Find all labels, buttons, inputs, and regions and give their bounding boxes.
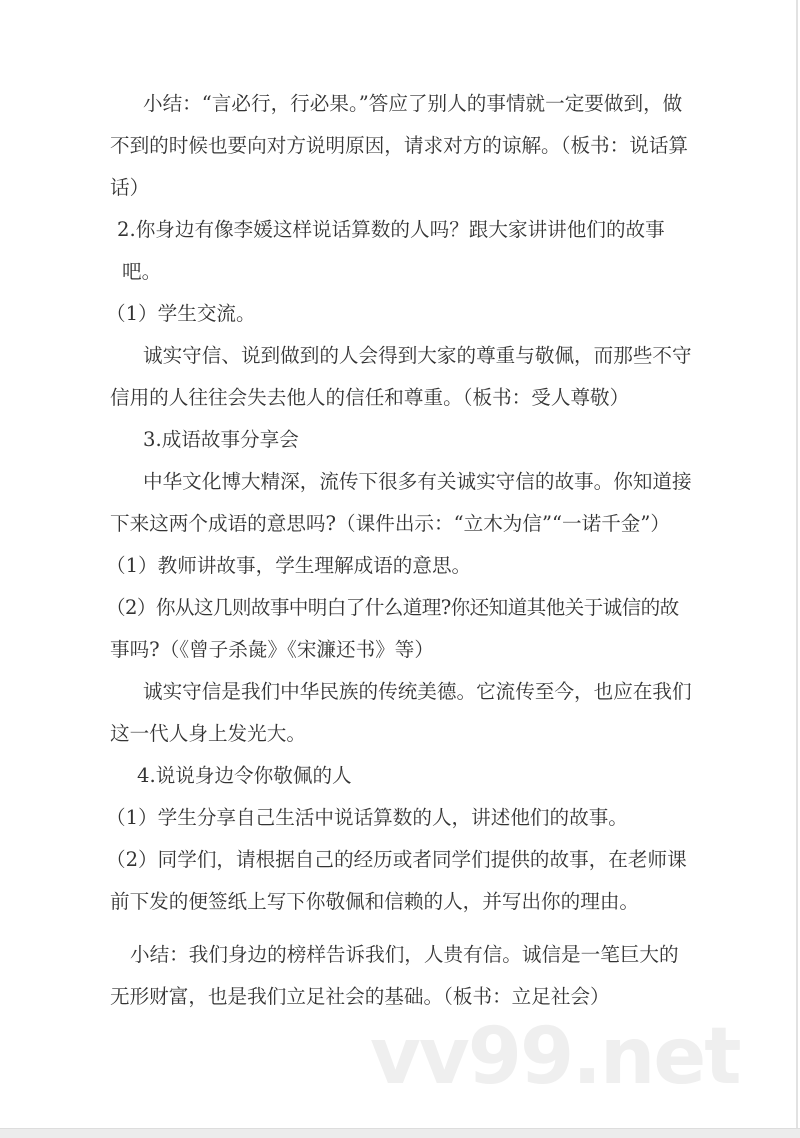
section-4-item-2-line-2: 前下发的便签纸上写下你敬佩和信赖的人，并写出你的理由。 — [110, 890, 640, 913]
page-right-edge — [796, 0, 798, 1130]
section-4-item-2-line-1: （2）同学们，请根据自己的经历或者同学们提供的故事，在老师课 — [106, 848, 687, 871]
section-3-heading: 3.成语故事分享会 — [143, 428, 299, 451]
final-summary-line-2: 无形财富，也是我们立足社会的基础。（板书：立足社会） — [110, 985, 610, 1008]
section-2-paragraph-line-2: 信用的人往往会失去他人的信任和尊重。（板书：受人尊敬） — [110, 386, 630, 409]
section-3-item-2-line-2: 事吗?（《曾子杀彘》《宋濂还书》等） — [110, 638, 434, 661]
section-3-paragraph-line-1: 中华文化博大精深，流传下很多有关诚实守信的故事。你知道接 — [143, 470, 692, 493]
section-2-heading-line-2: 吧。 — [122, 260, 162, 283]
section-3-summary-line-2: 这一代人身上发光大。 — [110, 722, 306, 745]
section-3-paragraph-line-2: 下来这两个成语的意思吗?（课件出示：“立木为信”“一诺千金”） — [110, 512, 671, 535]
summary-paragraph-1-line-1: 小结：“言必行，行必果。”答应了别人的事情就一定要做到，做 — [143, 92, 683, 115]
section-2-item-1: （1）学生交流。 — [106, 302, 256, 325]
section-3-item-2-line-1: （2）你从这几则故事中明白了什么道理?你还知道其他关于诚信的故 — [106, 596, 679, 619]
section-3-item-1: （1）教师讲故事，学生理解成语的意思。 — [106, 554, 472, 577]
summary-paragraph-1-line-2: 不到的时候也要向对方说明原因，请求对方的谅解。（板书：说话算 — [110, 134, 689, 157]
section-2-heading-line-1: 2.你身边有像李媛这样说话算数的人吗？跟大家讲讲他们的故事 — [117, 218, 665, 241]
watermark: vv99.net — [370, 1012, 740, 1102]
final-summary-line-1: 小结：我们身边的榜样告诉我们，人贵有信。诚信是一笔巨大的 — [130, 943, 679, 966]
section-4-item-1: （1）学生分享自己生活中说话算数的人，讲述他们的故事。 — [106, 806, 628, 829]
section-4-heading: 4.说说身边令你敬佩的人 — [137, 764, 352, 787]
section-2-paragraph-line-1: 诚实守信、说到做到的人会得到大家的尊重与敬佩，而那些不守 — [143, 344, 692, 367]
summary-paragraph-1-line-3: 话） — [110, 176, 150, 199]
section-3-summary-line-1: 诚实守信是我们中华民族的传统美德。它流传至今，也应在我们 — [143, 680, 692, 703]
